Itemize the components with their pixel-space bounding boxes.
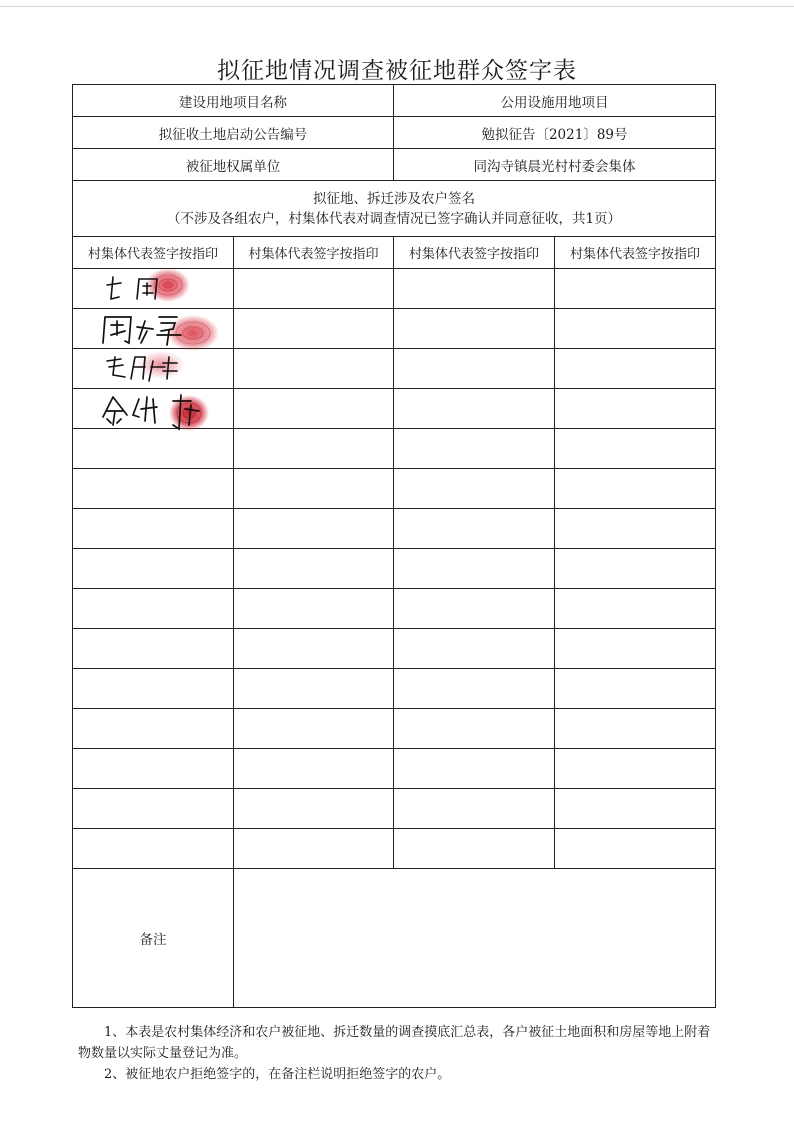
signature-row <box>73 309 716 349</box>
ownership-row <box>73 149 716 181</box>
signature-row <box>73 469 716 509</box>
footnote-2: 2、被征地农户拒绝签字的，在备注栏说明拒绝签字的农户。 <box>104 1067 451 1082</box>
column-header: 村集体代表签字按指印 <box>73 237 234 269</box>
column-header: 村集体代表签字按指印 <box>555 237 716 269</box>
signature-row <box>73 669 716 709</box>
notice-number-label: 拟征收土地启动公告编号 <box>73 117 394 149</box>
top-border-line <box>0 6 794 7</box>
signature-row <box>73 269 716 309</box>
remarks-label: 备注 <box>73 869 234 1008</box>
survey-table <box>72 84 716 1008</box>
ownership-label: 被征地权属单位 <box>73 149 394 181</box>
signature-row <box>73 749 716 789</box>
column-header: 村集体代表签字按指印 <box>394 237 555 269</box>
sign-section-subtitle: （不涉及各组农户，村集体代表对调查情况已签字确认并同意征收，共1页） <box>166 210 622 227</box>
signature-row <box>73 589 716 629</box>
signature-cell <box>73 349 234 389</box>
project-name-label: 建设用地项目名称 <box>73 85 394 117</box>
signature-cell <box>73 389 234 429</box>
footnote-1: 1、本表是农村集体经济和农户被征地、拆迁数量的调查摸底汇总表，各户被征土地面积和房屋等地上附着物数量以实际丈量登记为准。 <box>78 1025 711 1061</box>
notice-number-value: 勉拟征告〔2021〕89号 <box>394 117 716 149</box>
signature-row <box>73 509 716 549</box>
handwritten-signature-with-fingerprint <box>73 349 233 389</box>
signature-cell <box>73 309 234 349</box>
signature-row <box>73 789 716 829</box>
sign-section-header <box>73 181 716 237</box>
signature-row <box>73 389 716 429</box>
column-header: 村集体代表签字按指印 <box>234 237 394 269</box>
project-name-value: 公用设施用地项目 <box>394 85 716 117</box>
signature-row <box>73 829 716 869</box>
signature-row <box>73 349 716 389</box>
ownership-value: 同沟寺镇晨光村村委会集体 <box>394 149 716 181</box>
remarks-field <box>234 869 716 1008</box>
signature-row <box>73 709 716 749</box>
sign-section-title: 拟征地、拆迁涉及农户签名 <box>313 190 475 207</box>
signature-row <box>73 429 716 469</box>
handwritten-signature-with-fingerprint <box>73 269 233 309</box>
signature-row <box>73 629 716 669</box>
column-header-row <box>73 237 716 269</box>
project-name-row <box>73 85 716 117</box>
handwritten-signature-with-fingerprint <box>73 309 233 349</box>
remarks-row <box>73 869 716 1008</box>
page-title: 拟征地情况调查被征地群众签字表 <box>217 58 577 84</box>
footnotes <box>78 1022 718 1085</box>
notice-number-row <box>73 117 716 149</box>
signature-cell <box>73 269 234 309</box>
signature-row <box>73 549 716 589</box>
